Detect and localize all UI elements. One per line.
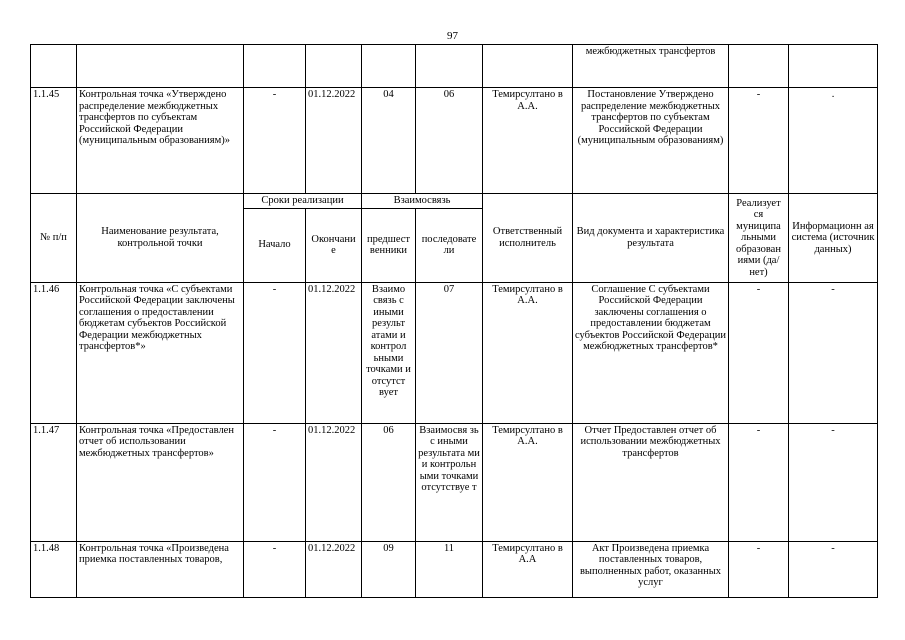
row-predecessors: 09	[362, 541, 416, 597]
cell-succ	[416, 45, 483, 88]
row-number: 1.1.47	[31, 423, 77, 541]
cell-num	[31, 45, 77, 88]
row-name: Контрольная точка «Произведена приемка поставленных товаров,	[77, 541, 244, 597]
cell-resp	[483, 45, 573, 88]
row-doc: Соглашение С субъектами Российской Федерации заключены соглашения о предоставлении бюджетам субъектов Российской Федерации межбюджетных трансфертов*	[573, 282, 729, 423]
table-row	[31, 423, 878, 541]
header-name: Наименование результата, контрольной точки	[77, 194, 244, 283]
row-start: -	[244, 541, 306, 597]
row-number: 1.1.45	[31, 88, 77, 194]
header-doc-type: Вид документа и характеристика результата	[573, 194, 729, 283]
continuation-row	[31, 45, 878, 88]
table-row	[31, 282, 878, 423]
row-name: Контрольная точка «Предоставлен отчет об использовании межбюджетных трансфертов»	[77, 423, 244, 541]
cell-doc: межбюджетных трансфертов	[573, 45, 729, 88]
cell-end	[306, 45, 362, 88]
header-link: Взаимосвязь	[362, 194, 483, 209]
row-name: Контрольная точка «С субъектами Российской Федерации заключены соглашения о предоставлении бюджетам субъектов Российской Федерации межбюджетных трансфертов*»	[77, 282, 244, 423]
row-realized: -	[729, 88, 789, 194]
row-predecessors: Взаимо связь с иными результ атами и контрол ьными точками и отсутст вует	[362, 282, 416, 423]
row-info: -	[789, 541, 878, 597]
row-number: 1.1.46	[31, 282, 77, 423]
header-info-system: Информационн ая система (источник данных)	[789, 194, 878, 283]
header-responsible: Ответственный исполнитель	[483, 194, 573, 283]
header-realized: Реализует ся муниципа льными образован иями (да/нет)	[729, 194, 789, 283]
row-successors: 06	[416, 88, 483, 194]
row-end: 01.12.2022	[306, 423, 362, 541]
cell-realized	[729, 45, 789, 88]
table-row	[31, 541, 878, 597]
row-realized: -	[729, 282, 789, 423]
header-start: Начало	[244, 208, 306, 282]
row-start: -	[244, 282, 306, 423]
row-responsible: Темирсултано в А.А.	[483, 423, 573, 541]
table-row	[31, 88, 878, 194]
cell-info	[789, 45, 878, 88]
row-predecessors: 04	[362, 88, 416, 194]
row-realized: -	[729, 541, 789, 597]
header-terms: Сроки реализации	[244, 194, 362, 209]
page-number: 97	[447, 30, 458, 42]
table-header	[31, 194, 878, 209]
row-end: 01.12.2022	[306, 282, 362, 423]
row-doc: Постановление Утверждено распределение межбюджетных трансфертов по субъектам Российской Федерации (муниципальным образованиям)	[573, 88, 729, 194]
row-realized: -	[729, 423, 789, 541]
row-start: -	[244, 423, 306, 541]
row-end: 01.12.2022	[306, 88, 362, 194]
row-info: -	[789, 282, 878, 423]
row-info: -	[789, 423, 878, 541]
row-responsible: Темирсултано в А.А.	[483, 88, 573, 194]
row-info: .	[789, 88, 878, 194]
row-start: -	[244, 88, 306, 194]
row-doc: Акт Произведена приемка поставленных товаров, выполненных работ, оказанных услуг	[573, 541, 729, 597]
header-predecessors: предшест венники	[362, 208, 416, 282]
row-successors: 11	[416, 541, 483, 597]
row-successors: Взаимосвя зь с иными результата ми и контрольн ыми точками отсутствуе т	[416, 423, 483, 541]
cell-name	[77, 45, 244, 88]
row-predecessors: 06	[362, 423, 416, 541]
results-table	[30, 44, 878, 598]
row-number: 1.1.48	[31, 541, 77, 597]
header-successors: последовате ли	[416, 208, 483, 282]
cell-pred	[362, 45, 416, 88]
header-end: Окончани е	[306, 208, 362, 282]
cell-start	[244, 45, 306, 88]
row-responsible: Темирсултано в А.А	[483, 541, 573, 597]
row-successors: 07	[416, 282, 483, 423]
row-responsible: Темирсултано в А.А.	[483, 282, 573, 423]
header-num: № п/п	[31, 194, 77, 283]
row-doc: Отчет Предоставлен отчет об использовании межбюджетных трансфертов	[573, 423, 729, 541]
row-end: 01.12.2022	[306, 541, 362, 597]
row-name: Контрольная точка «Утверждено распределение межбюджетных трансфертов по субъектам Российской Федерации (муниципальным образованиям)»	[77, 88, 244, 194]
